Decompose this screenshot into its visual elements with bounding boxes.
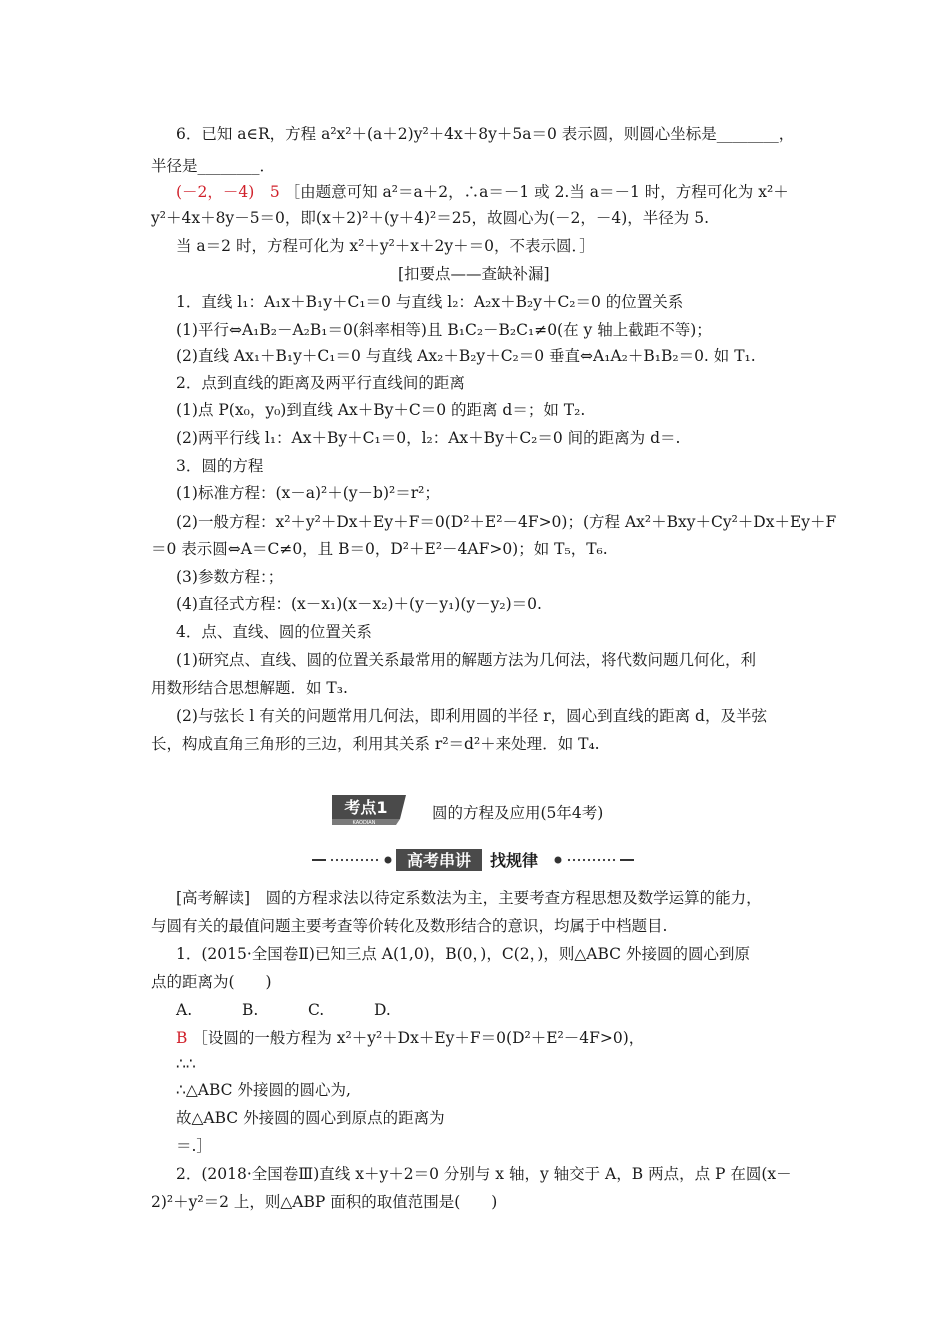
kaodian-header	[0, 793, 950, 833]
interpretation-line: 与圆有关的最值问题主要考查等价转化及数形结合的意识，均属于中档题目.	[151, 917, 668, 935]
q1-option: C.	[308, 1001, 325, 1019]
point-line: (2)直线 Ax₁＋B₁y＋C₁＝0 与直线 Ax₂＋B₂y＋C₂＝0 垂直⇔A₁A₂＋B₁B₂＝0. 如 T₁.	[176, 347, 756, 365]
q2-line-2: 2)²＋y²＝2 上，则△ABP 面积的取值范围是( )	[151, 1193, 498, 1211]
divider-dots-right	[555, 857, 635, 864]
q1-option: B.	[242, 1001, 259, 1019]
point-line: 用数形结合思想解题．如 T₃.	[151, 679, 348, 697]
kaodian-badge-sub: KAODIAN	[352, 820, 376, 826]
q6-line-1: 6．已知 a∈R，方程 a²x²＋(a＋2)y²＋4x＋8y＋5a＝0 表示圆，则圆心坐标是________，	[176, 125, 795, 143]
divider-part1: 高考串讲	[406, 851, 472, 870]
point-line: (1)研究点、直线、圆的位置关系最常用的解题方法为几何法，将代数问题几何化，利	[176, 651, 756, 669]
q1-solution-line: ∴△ABC 外接圆的圆心为,	[176, 1081, 351, 1099]
q6-line-2: 半径是________．	[151, 157, 276, 175]
q6-solution-start: ［由题意可知 a²＝a＋2，∴a＝－1 或 2.当 a＝－1 时，方程可化为 x²＋	[284, 183, 789, 201]
q1-option: D.	[374, 1001, 391, 1019]
q2-line-1: 2．(2018·全国卷Ⅲ)直线 x＋y＋2＝0 分别与 x 轴，y 轴交于 A，B 两点，点 P 在圆(x－	[176, 1165, 792, 1183]
point-line: 长，构成直角三角形的三边，利用其关系 r²＝d²＋来处理．如 T₄.	[151, 735, 600, 753]
q1-line-2: 点的距离为( )	[151, 973, 272, 991]
interpretation-line: [高考解读] 圆的方程求法以待定系数法为主，主要考查方程思想及数学运算的能力，	[176, 889, 762, 907]
q6-solution-line: y²＋4x＋8y－5＝0，即(x＋2)²＋(y＋4)²＝25，故圆心为(－2，－4)，半径为 5.	[151, 209, 710, 227]
divider-dots-left	[312, 857, 392, 864]
kaodian-badge-label: 考点1	[344, 798, 388, 817]
q1-solution-line: ＝.］	[176, 1137, 212, 1155]
q1-answer-line	[176, 1028, 644, 1048]
point-line: (4)直径式方程：(x－x₁)(x－x₂)＋(y－y₁)(y－y₂)＝0.	[176, 595, 542, 613]
q6-solution-line: 当 a＝2 时，方程可化为 x²＋y²＋x＋2y＋＝0，不表示圆．］	[176, 237, 595, 255]
point-line: (1)点 P(x₀，y₀)到直线 Ax＋By＋C＝0 的距离 d＝；如 T₂.	[176, 401, 586, 419]
kaodian-badge	[330, 793, 408, 827]
q1-solution-line: 故△ABC 外接圆的圆心到原点的距离为	[176, 1109, 445, 1127]
point-line: 3．圆的方程	[176, 457, 264, 475]
point-line: 2．点到直线的距离及两平行直线间的距离	[176, 374, 465, 392]
section-heading: [扣要点——查缺补漏]	[398, 265, 550, 283]
point-line: (2)与弦长 l 有关的问题常用几何法，即利用圆的半径 r，圆心到直线的距离 d，及半弦	[176, 707, 767, 725]
point-line: 1．直线 l₁：A₁x＋B₁y＋C₁＝0 与直线 l₂：A₂x＋B₂y＋C₂＝0 的位置关系	[176, 293, 684, 311]
point-line: (2)两平行线 l₁：Ax＋By＋C₁＝0，l₂：Ax＋By＋C₂＝0 间的距离为 d＝.	[176, 429, 681, 447]
q1-answer: B	[176, 1029, 188, 1047]
point-line: ＝0 表示圆⇔A＝C≠0，且 B＝0，D²＋E²－4AF>0)；如 T₅，T₆.	[151, 540, 608, 558]
q6-answer: (－2，－4) 5	[176, 183, 280, 201]
point-line: (1)标准方程：(x－a)²＋(y－b)²＝r²；	[176, 484, 440, 502]
point-line: 4．点、直线、圆的位置关系	[176, 623, 372, 641]
point-line: (2)一般方程：x²＋y²＋Dx＋Ey＋F＝0(D²＋E²－4F>0)；(方程 Ax²＋Bxy＋Cy²＋Dx＋Ey＋F	[176, 513, 837, 531]
q1-line-1: 1．(2015·全国卷Ⅱ)已知三点 A(1,0)，B(0，)，C(2，)，则△ABC 外接圆的圆心到原	[176, 945, 750, 963]
q1-option: A.	[176, 1001, 193, 1019]
q1-solution-start: ［设圆的一般方程为 x²＋y²＋Dx＋Ey＋F＝0(D²＋E²－4F>0)，	[192, 1029, 645, 1047]
divider-part2: 找规律	[489, 851, 539, 870]
q6-answer-line	[176, 182, 789, 202]
point-line: (1)平行⇔A₁B₂－A₂B₁＝0(斜率相等)且 B₁C₂－B₂C₁≠0(在 y 轴上截距不等)；	[176, 321, 712, 339]
section-divider	[0, 848, 950, 872]
divider-banner	[0, 848, 950, 872]
q1-solution-line: ∴∴	[176, 1055, 196, 1073]
kaodian-title: 圆的方程及应用(5年4考)	[432, 804, 604, 822]
point-line: (3)参数方程：；	[176, 568, 284, 586]
